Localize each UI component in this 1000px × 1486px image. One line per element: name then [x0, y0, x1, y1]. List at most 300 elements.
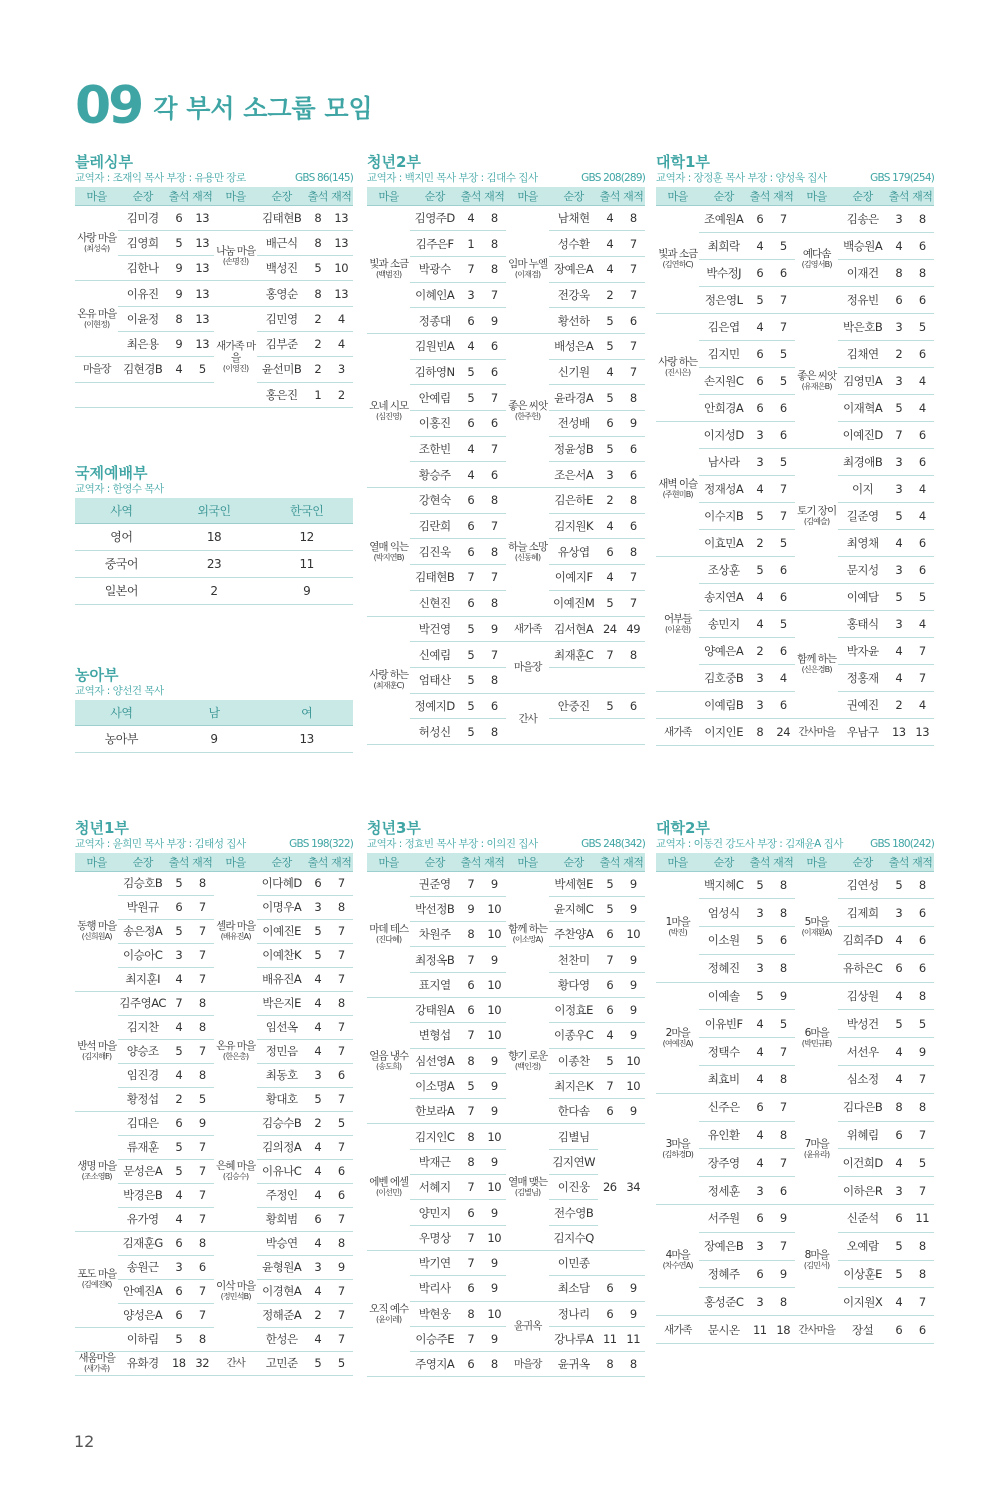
- leader-name: 최효비: [699, 1066, 748, 1094]
- col-header-chul: 출석: [306, 187, 329, 205]
- col-header-sunjang: 순장: [699, 853, 748, 871]
- enrolled: 10: [621, 922, 645, 947]
- leader-name: 정윤성B: [549, 436, 598, 462]
- attendance: 7: [459, 565, 482, 591]
- leader-name: 이승아C: [118, 943, 167, 967]
- attendance: 5: [459, 1073, 482, 1098]
- enrolled: 8: [483, 488, 506, 514]
- attendance: 6: [167, 895, 190, 919]
- attendance: 3: [167, 943, 190, 967]
- village-label: 함께 하는: [508, 923, 548, 936]
- attendance: 9: [167, 256, 190, 281]
- attendance: 5: [748, 871, 771, 899]
- village-name: [656, 556, 699, 691]
- staff-info: 교역자 : 윤희민 목사 부장 : 김태성 집사: [75, 838, 246, 850]
- village-name: [367, 488, 410, 616]
- table-row: [367, 1124, 645, 1149]
- enrolled: 7: [329, 1207, 353, 1231]
- village-name: [75, 1351, 118, 1375]
- village-name: [506, 693, 549, 744]
- enrolled: 5: [772, 448, 795, 475]
- village-name: [795, 1316, 838, 1344]
- col-header-sunjang: 순장: [699, 187, 748, 205]
- enrolled: 9: [329, 1255, 353, 1279]
- attendance: 6: [598, 539, 621, 565]
- village-leader: (김예슬): [803, 516, 830, 526]
- table-row: [75, 205, 353, 230]
- section-title: 청년2부: [367, 153, 421, 171]
- attendance: 6: [306, 871, 329, 895]
- leader-name: 김지민: [699, 340, 748, 367]
- section-title: 대학1부: [656, 153, 710, 171]
- attendance: 6: [748, 205, 771, 232]
- attendance: 2: [306, 331, 329, 356]
- enrolled: 9: [772, 1260, 795, 1288]
- col-header-sunjang: 순장: [838, 853, 887, 871]
- leader-name: 차원주: [410, 922, 459, 947]
- table-row: [75, 1351, 353, 1375]
- village-leader: (송도희): [375, 1061, 402, 1071]
- enrolled: 5: [329, 1351, 353, 1375]
- section-youth1: [75, 818, 353, 1376]
- enrolled: 8: [191, 1063, 214, 1087]
- attendance: 5: [459, 667, 482, 693]
- enrolled: 6: [772, 637, 795, 664]
- leader-name: 최재훈C: [549, 642, 598, 668]
- attendance: 8: [459, 1048, 482, 1073]
- enrolled: 7: [910, 664, 934, 691]
- leader-name: 송원근: [118, 1255, 167, 1279]
- attendance: 5: [598, 1048, 621, 1073]
- leader-name: 이예진M: [549, 590, 598, 616]
- enrolled: 8: [772, 1288, 795, 1316]
- attendance: 5: [887, 583, 910, 610]
- leader-name: 전강욱: [549, 282, 598, 308]
- attendance: 5: [598, 308, 621, 334]
- col-header-sunjang: 순장: [410, 187, 459, 205]
- section-title: 블레싱부: [75, 153, 133, 171]
- attendance: 4: [306, 1135, 329, 1159]
- attendance: 6: [598, 922, 621, 947]
- leader-name: 김미경: [118, 205, 167, 230]
- leader-name: 김민영: [257, 306, 306, 331]
- col-header-maeul: 마을: [506, 187, 549, 205]
- village-leader: (여예진A): [662, 1038, 693, 1048]
- enrolled: 7: [329, 1327, 353, 1351]
- attendance: 8: [459, 1149, 482, 1174]
- gbs-count: GBS 198(322): [289, 838, 353, 850]
- enrolled: 7: [329, 1039, 353, 1063]
- village-name: [795, 448, 838, 583]
- attendance: 5: [459, 359, 482, 385]
- leader-name: 이다혜D: [257, 871, 306, 895]
- village-leader: (박민규E): [801, 1038, 832, 1048]
- attendance: 3: [748, 664, 771, 691]
- attendance: 7: [459, 1250, 482, 1275]
- enrolled: 7: [910, 637, 934, 664]
- section-title: 국제예배부: [75, 464, 148, 482]
- attendance: 4: [887, 1038, 910, 1066]
- section-title: 대학2부: [656, 819, 710, 837]
- leader-name: 이종찬: [549, 1048, 598, 1073]
- deaf-table: [75, 700, 353, 753]
- village-label: 사랑 하는: [658, 356, 698, 368]
- enrolled: 6: [329, 1183, 353, 1207]
- enrolled: 7: [191, 1039, 214, 1063]
- leader-name: 정나리: [549, 1301, 598, 1326]
- col-header: 사역: [75, 498, 168, 523]
- village-label: 빛과 소금: [369, 258, 409, 271]
- leader-name: 김호중B: [699, 664, 748, 691]
- village-label: 새벽 이슬: [658, 477, 698, 490]
- enrolled: 8: [483, 539, 506, 565]
- village-name: [506, 1250, 549, 1301]
- attendance: 6: [748, 340, 771, 367]
- leader-name: 정민음: [257, 1039, 306, 1063]
- village-name: [367, 1250, 410, 1376]
- enrolled: 7: [329, 1303, 353, 1327]
- leader-name: 박자윤: [838, 637, 887, 664]
- village-leader: (진다혜): [375, 935, 402, 945]
- leader-name: 이정효E: [549, 997, 598, 1022]
- leader-name: 정은영L: [699, 286, 748, 313]
- village-label: 8마을: [804, 1249, 829, 1262]
- leader-name: 이예담: [838, 583, 887, 610]
- enrolled: 6: [483, 462, 506, 488]
- attendance: 2: [887, 691, 910, 718]
- leader-name: 박선정B: [410, 896, 459, 921]
- enrolled: 10: [483, 1023, 506, 1048]
- enrolled: 7: [910, 1066, 934, 1094]
- attendance: 7: [459, 1023, 482, 1048]
- enrolled: 34: [621, 1124, 645, 1250]
- village-label: 어부들: [663, 612, 692, 625]
- leader-name: 이소명A: [410, 1073, 459, 1098]
- enrolled: 7: [621, 256, 645, 282]
- enrolled: 7: [772, 286, 795, 313]
- village-label: 5마을: [804, 915, 829, 928]
- attendance: 5: [598, 871, 621, 896]
- attendance: 6: [167, 1303, 190, 1327]
- attendance: 3: [748, 1232, 771, 1260]
- gbs-count: GBS 208(289): [581, 172, 645, 184]
- leader-name: 황희범: [257, 1207, 306, 1231]
- village-leader: (김영서B): [801, 260, 832, 269]
- leader-name: 이지인E: [699, 718, 748, 745]
- section-subtitle: [75, 838, 353, 853]
- leader-name: 배근식: [257, 230, 306, 255]
- leader-name: 조한빈: [410, 436, 459, 462]
- leader-name: 배성은A: [549, 333, 598, 359]
- village-label: 온유 마을: [77, 307, 117, 320]
- col-header-chul: 출석: [167, 187, 190, 205]
- attendance: 4: [887, 982, 910, 1010]
- count: 23: [168, 550, 261, 577]
- page-number: 12: [74, 1432, 95, 1451]
- table-row: [367, 333, 645, 359]
- leader-name: 강태원A: [410, 997, 459, 1022]
- col-header-chul: 출석: [887, 187, 910, 205]
- enrolled: 7: [772, 1038, 795, 1066]
- enrolled: 24: [772, 718, 795, 745]
- leader-name: 김진욱: [410, 539, 459, 565]
- enrolled: 4: [910, 691, 934, 718]
- leader-name: 김주은F: [410, 231, 459, 257]
- enrolled: 6: [483, 411, 506, 437]
- village-name: [795, 1093, 838, 1204]
- village-label: 3마을: [665, 1137, 690, 1150]
- table-row: [367, 616, 645, 642]
- leader-name: 김승수B: [257, 1111, 306, 1135]
- attendance: 4: [887, 529, 910, 556]
- leader-name: 김다은B: [838, 1093, 887, 1121]
- ministry-name: 농아부: [75, 725, 168, 752]
- village-name: [506, 871, 549, 997]
- enrolled: 7: [772, 205, 795, 232]
- attendance: 5: [598, 590, 621, 616]
- enrolled: 8: [329, 991, 353, 1015]
- village-leader: (이현정): [83, 319, 110, 329]
- leader-name: 오예람: [838, 1232, 887, 1260]
- enrolled: 10: [483, 1175, 506, 1200]
- attendance: 5: [306, 1087, 329, 1111]
- attendance: 5: [887, 394, 910, 421]
- enrolled: 7: [483, 385, 506, 411]
- attendance: 5: [598, 896, 621, 921]
- enrolled: 4: [910, 394, 934, 421]
- leader-name: 김상원: [838, 982, 887, 1010]
- enrolled: 6: [772, 583, 795, 610]
- leader-name: 윤라경A: [549, 385, 598, 411]
- attendance: 8: [887, 1093, 910, 1121]
- enrolled: 9: [483, 1149, 506, 1174]
- col-header-chul: 출석: [598, 187, 621, 205]
- enrolled: 8: [329, 895, 353, 919]
- enrolled: 5: [910, 1149, 934, 1177]
- section-subtitle: [656, 172, 934, 187]
- village-leader: (박진): [668, 927, 687, 937]
- col-header-jae: 재적: [191, 187, 214, 205]
- leader-name: 김영주D: [410, 205, 459, 231]
- attendance: 4: [167, 1207, 190, 1231]
- enrolled: 9: [483, 1073, 506, 1098]
- attendance: 26: [598, 1124, 621, 1250]
- attendance: 6: [598, 411, 621, 437]
- enrolled: 8: [772, 954, 795, 982]
- village-label: 나눔 마을: [216, 244, 256, 257]
- col-header-jae: 재적: [772, 187, 795, 205]
- leader-name: 박광수: [410, 256, 459, 282]
- enrolled: 8: [910, 982, 934, 1010]
- attendance: 4: [459, 333, 482, 359]
- chapter-title: 각 부서 소그룹 모임: [153, 94, 373, 123]
- village-name: [75, 871, 118, 991]
- leader-name: 성수환: [549, 231, 598, 257]
- section-subtitle: 교역자 : 양선건 목사: [75, 685, 164, 697]
- enrolled: 8: [191, 871, 214, 895]
- attendance: 4: [598, 359, 621, 385]
- leader-name: 이명우A: [257, 895, 306, 919]
- village-label: 새가족: [663, 1323, 692, 1336]
- table-row: [75, 991, 353, 1015]
- leader-name: 서선우: [838, 1038, 887, 1066]
- ministry-name: 영어: [75, 523, 168, 550]
- enrolled: 7: [483, 642, 506, 668]
- enrolled: 8: [772, 871, 795, 899]
- enrolled: 13: [191, 205, 214, 230]
- enrolled: 5: [191, 357, 214, 382]
- enrolled: 10: [483, 997, 506, 1022]
- attendance: 7: [459, 947, 482, 972]
- leader-name: 김영민A: [838, 367, 887, 394]
- village-label: 좋은 씨앗: [508, 399, 548, 412]
- village-name: [656, 982, 699, 1093]
- leader-name: 권예진: [838, 691, 887, 718]
- village-label: 간사: [518, 712, 537, 725]
- leader-name: 박은호B: [838, 313, 887, 340]
- attendance: 3: [887, 448, 910, 475]
- village-label: 예다솜: [802, 248, 831, 260]
- leader-name: 주정인: [257, 1183, 306, 1207]
- enrolled: 8: [910, 1232, 934, 1260]
- leader-name: 윤형원A: [257, 1255, 306, 1279]
- attendance: 4: [748, 1149, 771, 1177]
- leader-name: 조예원A: [699, 205, 748, 232]
- attendance: 24: [598, 616, 621, 642]
- village-leader: (진시은): [664, 368, 691, 377]
- leader-name: 이수지B: [699, 502, 748, 529]
- attendance: 5: [459, 385, 482, 411]
- village-leader: (유재은B): [801, 381, 832, 391]
- enrolled: 5: [329, 1111, 353, 1135]
- leader-name: 최은용: [118, 331, 167, 356]
- village-name: [656, 313, 699, 421]
- village-label: 마을장: [513, 661, 542, 674]
- col-header-sunjang: 순장: [257, 853, 306, 871]
- leader-name: 남사라: [699, 448, 748, 475]
- enrolled: 3: [329, 357, 353, 382]
- village-leader: (윤이레): [375, 1314, 402, 1324]
- enrolled: 9: [483, 1276, 506, 1301]
- leader-name: 손지원C: [699, 367, 748, 394]
- village-leader: (손명진): [222, 256, 249, 266]
- village-label: 함께 하는: [797, 653, 837, 665]
- attendance: 3: [748, 899, 771, 927]
- village-label: 2마을: [665, 1026, 690, 1039]
- leader-name: 김하영N: [410, 359, 459, 385]
- table-row: [75, 523, 353, 550]
- attendance: 5: [887, 1232, 910, 1260]
- count: 9: [260, 577, 353, 604]
- attendance: 4: [887, 1149, 910, 1177]
- enrolled: 11: [621, 1326, 645, 1351]
- leader-name: 박경은B: [118, 1183, 167, 1207]
- attendance: 6: [748, 259, 771, 286]
- table-row: [75, 1111, 353, 1135]
- attendance: 4: [167, 1063, 190, 1087]
- col-header-maeul: 마을: [795, 187, 838, 205]
- ministry-name: 일본어: [75, 577, 168, 604]
- enrolled: 7: [772, 475, 795, 502]
- village-label: 향기 로운: [508, 1049, 548, 1062]
- enrolled: 8: [621, 205, 645, 231]
- section-subtitle: 교역자 : 한영수 목사: [75, 483, 164, 495]
- attendance: 4: [748, 1121, 771, 1149]
- attendance: 18: [167, 1351, 190, 1375]
- attendance: 5: [598, 436, 621, 462]
- leader-name: 한보라A: [410, 1099, 459, 1124]
- enrolled: 9: [483, 1326, 506, 1351]
- leader-name: 이유나C: [257, 1159, 306, 1183]
- attendance: 6: [459, 590, 482, 616]
- enrolled: 7: [483, 436, 506, 462]
- enrolled: 5: [910, 313, 934, 340]
- leader-name: 김부준: [257, 331, 306, 356]
- leader-name: 한성은: [257, 1327, 306, 1351]
- leader-name: 신주은: [699, 1093, 748, 1121]
- enrolled: 6: [772, 556, 795, 583]
- attendance: 6: [459, 972, 482, 997]
- attendance: 5: [167, 1135, 190, 1159]
- empty-cell: [75, 382, 214, 407]
- leader-name: 이혜인A: [410, 282, 459, 308]
- village-name: [795, 871, 838, 982]
- enrolled: 8: [191, 1231, 214, 1255]
- enrolled: 6: [483, 333, 506, 359]
- leader-name: 송은정A: [118, 919, 167, 943]
- village-leader: (차수연A): [662, 1261, 693, 1271]
- enrolled: 5: [772, 1010, 795, 1038]
- leader-name: 주찬양A: [549, 922, 598, 947]
- attendance: 6: [598, 972, 621, 997]
- enrolled: 6: [329, 1063, 353, 1087]
- leader-name: 이예솔: [699, 982, 748, 1010]
- leader-name: 박수정J: [699, 259, 748, 286]
- attendance: 3: [887, 610, 910, 637]
- village-label: 셀라 마을: [216, 920, 256, 932]
- village-label: 이삭 마을: [216, 1280, 256, 1292]
- enrolled: 9: [191, 1111, 214, 1135]
- col-header-chul: 출석: [459, 187, 482, 205]
- table-row: [75, 725, 353, 752]
- enrolled: 4: [910, 475, 934, 502]
- attendance: 5: [887, 1260, 910, 1288]
- village-label: 새가족: [663, 725, 692, 738]
- attendance: 4: [748, 610, 771, 637]
- count: 13: [260, 725, 353, 752]
- village-label: 에벤 에셀: [369, 1176, 409, 1189]
- group-table: [75, 853, 353, 1376]
- village-name: [367, 871, 410, 997]
- section-title: 농아부: [75, 666, 119, 684]
- village-leader: (정민석B): [220, 1292, 251, 1301]
- enrolled: 7: [910, 1177, 934, 1205]
- village-leader: (김민서): [803, 1261, 830, 1271]
- leader-name: 이예찬K: [257, 943, 306, 967]
- attendance: 6: [748, 367, 771, 394]
- leader-name: 윤지혜C: [549, 896, 598, 921]
- attendance: 6: [887, 1121, 910, 1149]
- attendance: 8: [887, 259, 910, 286]
- attendance: 8: [167, 306, 190, 331]
- enrolled: 6: [621, 308, 645, 334]
- col-header-maeul: 마을: [795, 853, 838, 871]
- enrolled: 6: [910, 1316, 934, 1344]
- attendance: 3: [748, 691, 771, 718]
- leader-name: 이하림: [118, 1327, 167, 1351]
- enrolled: 7: [772, 313, 795, 340]
- leader-name: 이지: [838, 475, 887, 502]
